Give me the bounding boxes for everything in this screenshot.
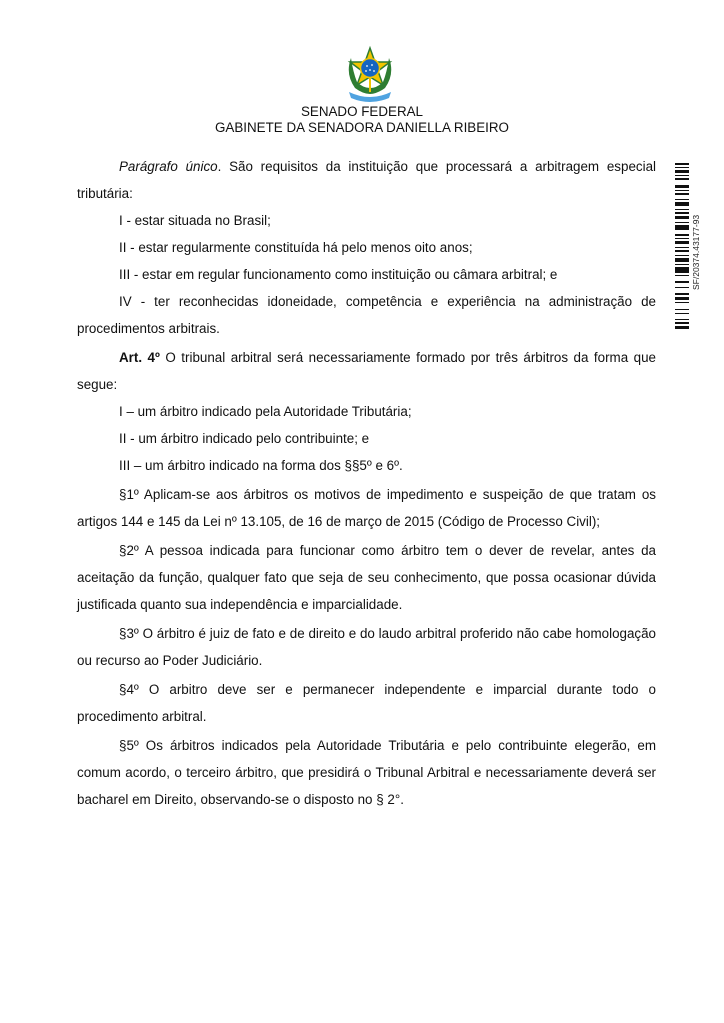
office-name: GABINETE DA SENADORA DANIELLA RIBEIRO xyxy=(215,120,509,135)
paragraph-2: §2º A pessoa indicada para funcionar como árbitro tem o dever de revelar, antes da aceitação da função, qualquer fato que seja de seu conhecimento, que possa ocasionar dúvida justificada quanto sua independência e imparcialidade. xyxy=(77,543,656,612)
paragrafo-unico xyxy=(77,153,656,207)
institution-name: SENADO FEDERAL xyxy=(300,104,424,119)
paragrafo-unico-label: Parágrafo único xyxy=(119,159,218,174)
paragraph-5: §5º Os árbitros indicados pela Autoridade Tributária e pelo contribuinte elegerão, em comum acordo, o terceiro árbitro, que presidirá o Tribunal Arbitral e necessariamente deverá ser bacharel em Direito, observando-se o disposto no § 2°. xyxy=(77,738,656,807)
barcode xyxy=(675,163,689,333)
article-4-item: II - um árbitro indicado pelo contribuinte; e xyxy=(119,431,370,446)
inciso-item: III - estar em regular funcionamento como instituição ou câmara arbitral; e xyxy=(119,267,558,282)
inciso-item: IV - ter reconhecidas idoneidade, competência e experiência na administração de procedimentos arbitrais. xyxy=(77,294,656,336)
article-4-text: O tribunal arbitral será necessariamente formado por três árbitros da forma que segue: xyxy=(77,350,656,392)
document-body xyxy=(77,153,656,813)
paragraph-4: §4º O arbitro deve ser e permanecer independente e imparcial durante todo o procedimento arbitral. xyxy=(77,682,656,724)
inciso-item: II - estar regularmente constituída há pelo menos oito anos; xyxy=(119,240,473,255)
coat-of-arms-icon xyxy=(343,44,397,104)
article-4-item: I – um árbitro indicado pela Autoridade Tributária; xyxy=(119,404,412,419)
paragraph-3: §3º O árbitro é juiz de fato e de direito e do laudo arbitral proferido não cabe homologação ou recurso ao Poder Judiciário. xyxy=(77,626,656,668)
barcode-code: SF/20374.43177-93 xyxy=(691,214,701,290)
article-4-label: Art. 4º xyxy=(119,350,160,365)
article-4-item: III – um árbitro indicado na forma dos §§5º e 6º. xyxy=(119,458,403,473)
inciso-item: I - estar situada no Brasil; xyxy=(119,213,271,228)
paragrafo-unico-text: . São requisitos da instituição que processará a arbitragem especial tributária: xyxy=(77,159,656,201)
article-4 xyxy=(77,344,656,398)
paragraph-1: §1º Aplicam-se aos árbitros os motivos de impedimento e suspeição de que tratam os artigos 144 e 145 da Lei nº 13.105, de 16 de março de 2015 (Código de Processo Civil); xyxy=(77,487,656,529)
